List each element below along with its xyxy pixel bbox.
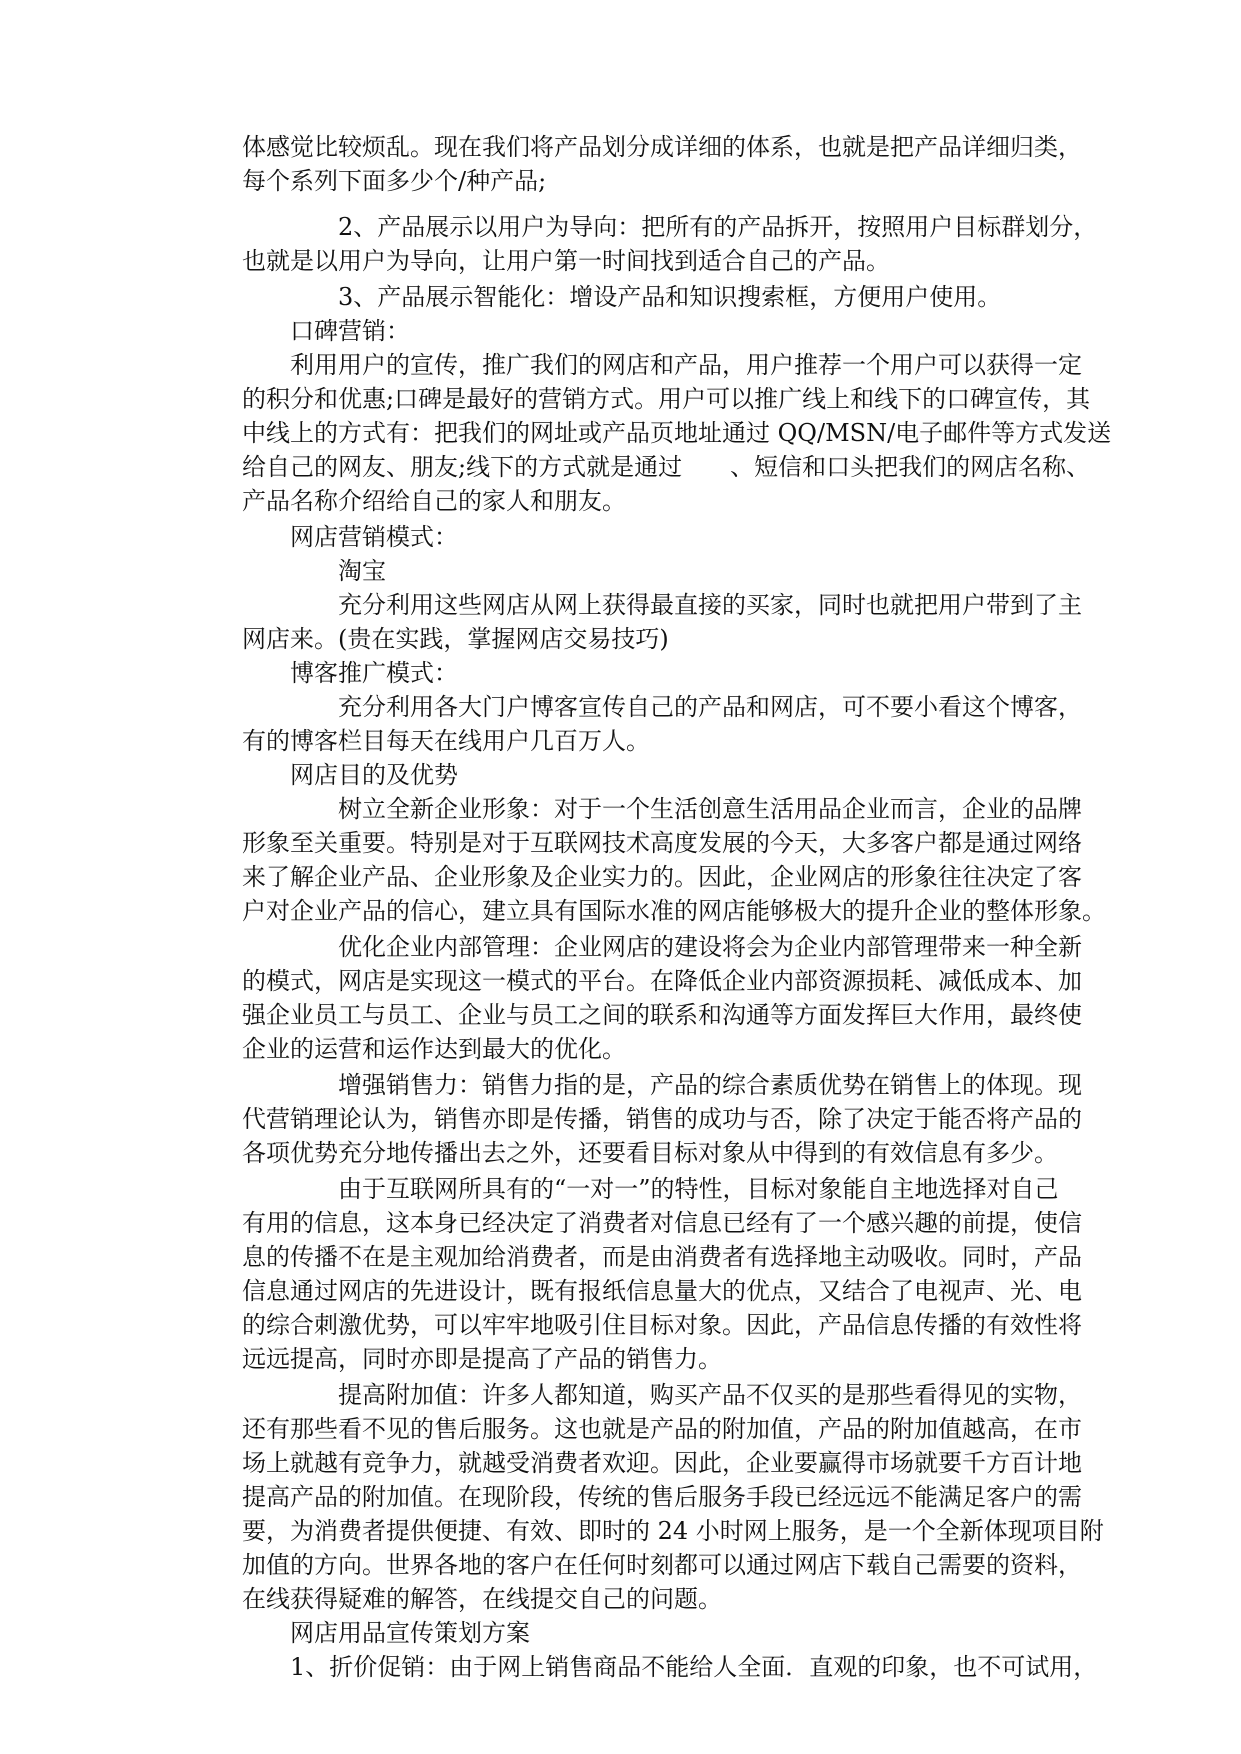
text-line: 淘宝 — [338, 557, 386, 585]
text-line: 中线上的方式有：把我们的网址或产品页地址通过 QQ/MSN/电子邮件等方式发送 — [242, 419, 1112, 447]
section-heading: 网店目的及优势 — [290, 761, 458, 789]
text-line: 体感觉比较烦乱。现在我们将产品划分成详细的体系，也就是把产品详细归类， — [242, 133, 1082, 161]
text-line: 1、折价促销：由于网上销售商品不能给人全面．直观的印象，也不可试用， — [290, 1653, 1098, 1681]
text-line: 户对企业产品的信心，建立具有国际水准的网店能够极大的提升企业的整体形象。 — [242, 897, 1106, 925]
text-line: 由于互联网所具有的“一对一”的特性，目标对象能自主地选择对自己 — [338, 1175, 1059, 1203]
text-line: 有用的信息，这本身已经决定了消费者对信息已经有了一个感兴趣的前提，使信 — [242, 1209, 1082, 1237]
text-line: 树立全新企业形象：对于一个生活创意生活用品企业而言，企业的品牌 — [338, 795, 1082, 823]
section-heading: 网店营销模式： — [290, 523, 458, 551]
text-line: 的积分和优惠;口碑是最好的营销方式。用户可以推广线上和线下的口碑宣传，其 — [242, 385, 1091, 413]
text-line: 给自己的网友、朋友;线下的方式就是通过 、短信和口头把我们的网店名称、 — [242, 453, 1091, 481]
text-line: 增强销售力：销售力指的是，产品的综合素质优势在销售上的体现。现 — [338, 1071, 1082, 1099]
text-line: 网店来。(贵在实践，掌握网店交易技巧) — [242, 625, 669, 653]
section-heading: 网店用品宣传策划方案 — [290, 1619, 530, 1647]
text-line: 来了解企业产品、企业形象及企业实力的。因此，企业网店的形象往往决定了客 — [242, 863, 1082, 891]
text-line: 每个系列下面多少个/种产品; — [242, 167, 547, 195]
text-line: 远远提高，同时亦即是提高了产品的销售力。 — [242, 1345, 722, 1373]
text-line: 强企业员工与员工、企业与员工之间的联系和沟通等方面发挥巨大作用，最终使 — [242, 1001, 1082, 1029]
text-line: 充分利用各大门户博客宣传自己的产品和网店，可不要小看这个博客， — [338, 693, 1082, 721]
text-line: 提高附加值：许多人都知道，购买产品不仅买的是那些看得见的实物， — [338, 1381, 1082, 1409]
text-line: 也就是以用户为导向，让用户第一时间找到适合自己的产品。 — [242, 247, 890, 275]
text-line: 在线获得疑难的解答，在线提交自己的问题。 — [242, 1585, 722, 1613]
text-line: 优化企业内部管理：企业网店的建设将会为企业内部管理带来一种全新 — [338, 933, 1082, 961]
text-line: 企业的运营和运作达到最大的优化。 — [242, 1035, 626, 1063]
text-line: 利用用户的宣传，推广我们的网店和产品，用户推荐一个用户可以获得一定 — [290, 351, 1082, 379]
text-line: 的模式，网店是实现这一模式的平台。在降低企业内部资源损耗、减低成本、加 — [242, 967, 1082, 995]
text-line: 3、产品展示智能化：增设产品和知识搜索框，方便用户使用。 — [338, 283, 1002, 311]
text-line: 产品名称介绍给自己的家人和朋友。 — [242, 487, 626, 515]
text-line: 形象至关重要。特别是对于互联网技术高度发展的今天，大多客户都是通过网络 — [242, 829, 1082, 857]
text-line: 有的博客栏目每天在线用户几百万人。 — [242, 727, 650, 755]
text-line: 代营销理论认为，销售亦即是传播，销售的成功与否，除了决定于能否将产品的 — [242, 1105, 1082, 1133]
text-line: 要，为消费者提供便捷、有效、即时的 24 小时网上服务，是一个全新体现项目附 — [242, 1517, 1104, 1545]
text-line: 的综合刺激优势，可以牢牢地吸引住目标对象。因此，产品信息传播的有效性将 — [242, 1311, 1082, 1339]
text-line: 还有那些看不见的售后服务。这也就是产品的附加值，产品的附加值越高，在市 — [242, 1415, 1082, 1443]
section-heading: 博客推广模式： — [290, 659, 458, 687]
text-line: 息的传播不在是主观加给消费者，而是由消费者有选择地主动吸收。同时，产品 — [242, 1243, 1082, 1271]
text-line: 信息通过网店的先进设计，既有报纸信息量大的优点，又结合了电视声、光、电 — [242, 1277, 1082, 1305]
text-line: 2、产品展示以用户为导向：把所有的产品拆开，按照用户目标群划分， — [338, 213, 1098, 241]
section-heading: 口碑营销： — [290, 317, 410, 345]
text-line: 场上就越有竞争力，就越受消费者欢迎。因此，企业要赢得市场就要千方百计地 — [242, 1449, 1082, 1477]
text-line: 充分利用这些网店从网上获得最直接的买家，同时也就把用户带到了主 — [338, 591, 1082, 619]
text-line: 加值的方向。世界各地的客户在任何时刻都可以通过网店下载自己需要的资料， — [242, 1551, 1082, 1579]
text-line: 提高产品的附加值。在现阶段，传统的售后服务手段已经远远不能满足客户的需 — [242, 1483, 1082, 1511]
text-line: 各项优势充分地传播出去之外，还要看目标对象从中得到的有效信息有多少。 — [242, 1139, 1058, 1167]
